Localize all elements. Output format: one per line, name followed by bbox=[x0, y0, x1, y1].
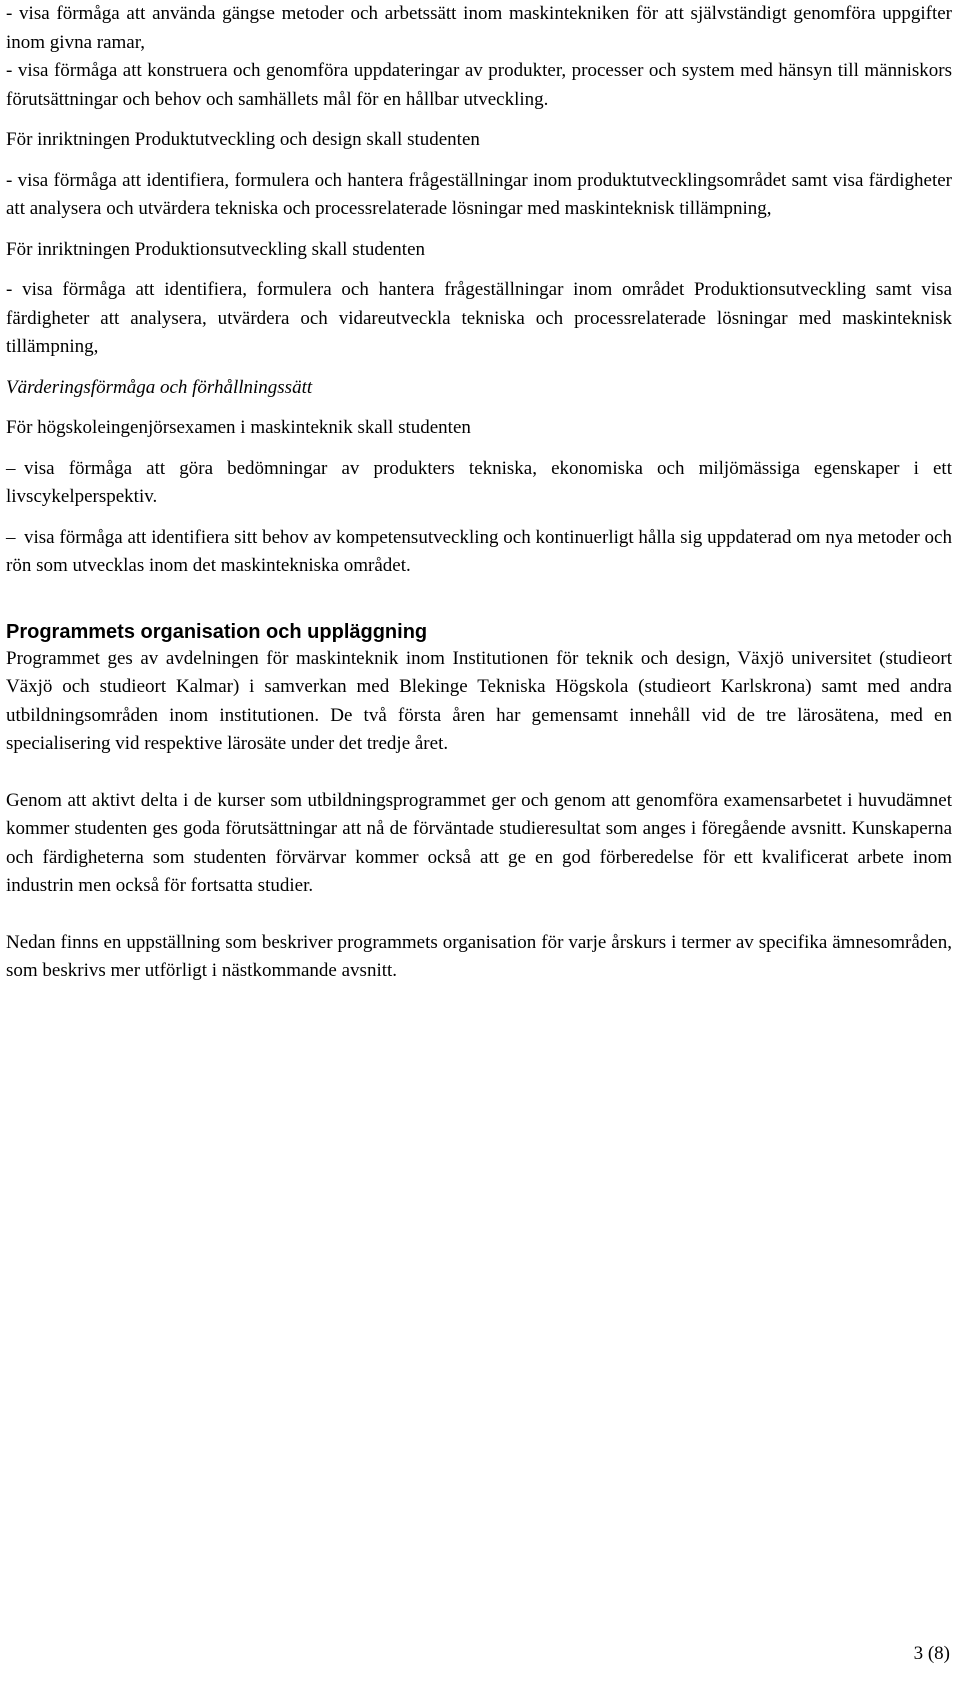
values-item-assessment bbox=[6, 455, 952, 512]
values-item-competence bbox=[6, 524, 952, 581]
values-item-assessment-text: visa förmåga att göra bedömningar av produkters tekniska, ekonomiska och miljömässiga egenskaper i ett livscykelperspektiv. bbox=[6, 457, 952, 507]
values-item-competence-text: visa förmåga att identifiera sitt behov av kompetensutveckling och kontinuerligt hålla sig uppdaterad om nya metoder och rön som utvecklas inom det maskintekniska området. bbox=[6, 526, 952, 576]
section-heading: Programmets organisation och uppläggning bbox=[6, 620, 428, 643]
values-subheading: Värderingsförmåga och förhållningssätt bbox=[6, 376, 313, 398]
produktutveckling-item: - visa förmåga att identifiera, formulera och hantera frågeställningar inom produktutvecklingsområdet samt visa färdigheter att analysera och utvärdera tekniska och processrelaterade lösningar med maskinteknisk tillämpning, bbox=[6, 169, 952, 219]
dash-marker: – bbox=[6, 457, 16, 479]
organisation-paragraph-2: Genom att aktivt delta i de kurser som utbildningsprogrammet ger och genom att genomföra examensarbetet i huvudämnet kommer studenten ges goda förutsättningar att nå de förväntade studieresultat som anges i föregående avsnitt. Kunskaperna och färdigheterna som studenten förvärvar kommer också att ge en god förberedelse för ett kvalificerat arbete inom industrin men också för fortsatta studier. bbox=[6, 789, 952, 896]
values-intro: För högskoleingenjörsexamen i maskinteknik skall studenten bbox=[6, 417, 471, 438]
organisation-paragraph-3: Nedan finns en uppställning som beskriver programmets organisation för varje årskurs i termer av specifika ämnesområden, som beskrivs mer utförligt i nästkommande avsnitt. bbox=[6, 931, 952, 981]
organisation-paragraph-1: Programmet ges av avdelningen för maskinteknik inom Institutionen för teknik och design, Växjö universitet (studieort Växjö och studieort Kalmar) i samverkan med Blekinge Tekniska Högskola (studieort Karlskrona) samt med andra utbildningsområden inom institutionen. De två första åren har gemensamt innehåll vid de tre lärosätena, med en specialisering vid respektive lärosäte under det tredje året. bbox=[6, 647, 952, 754]
produktutveckling-intro: För inriktningen Produktutveckling och design skall studenten bbox=[6, 129, 480, 150]
page-number: 3 (8) bbox=[913, 1643, 950, 1664]
produktionsutveckling-item: - visa förmåga att identifiera, formulera och hantera frågeställningar inom området Produktionsutveckling samt visa färdigheter att analysera, utvärdera och vidareutveckla tekniska och processrelaterade lösningar med maskinteknisk tillämpning, bbox=[6, 279, 952, 357]
paragraph-methods: - visa förmåga att använda gängse metoder och arbetssätt inom maskintekniken för att självständigt genomföra uppgifter inom givna ramar, bbox=[6, 3, 952, 53]
dash-marker: – bbox=[6, 526, 16, 548]
produktionsutveckling-intro: För inriktningen Produktionsutveckling skall studenten bbox=[6, 238, 426, 260]
paragraph-construct: - visa förmåga att konstruera och genomföra uppdateringar av produkter, processer och system med hänsyn till människors förutsättningar och behov och samhällets mål för en hållbar utveckling. bbox=[6, 60, 952, 110]
document-page bbox=[6, 0, 952, 986]
